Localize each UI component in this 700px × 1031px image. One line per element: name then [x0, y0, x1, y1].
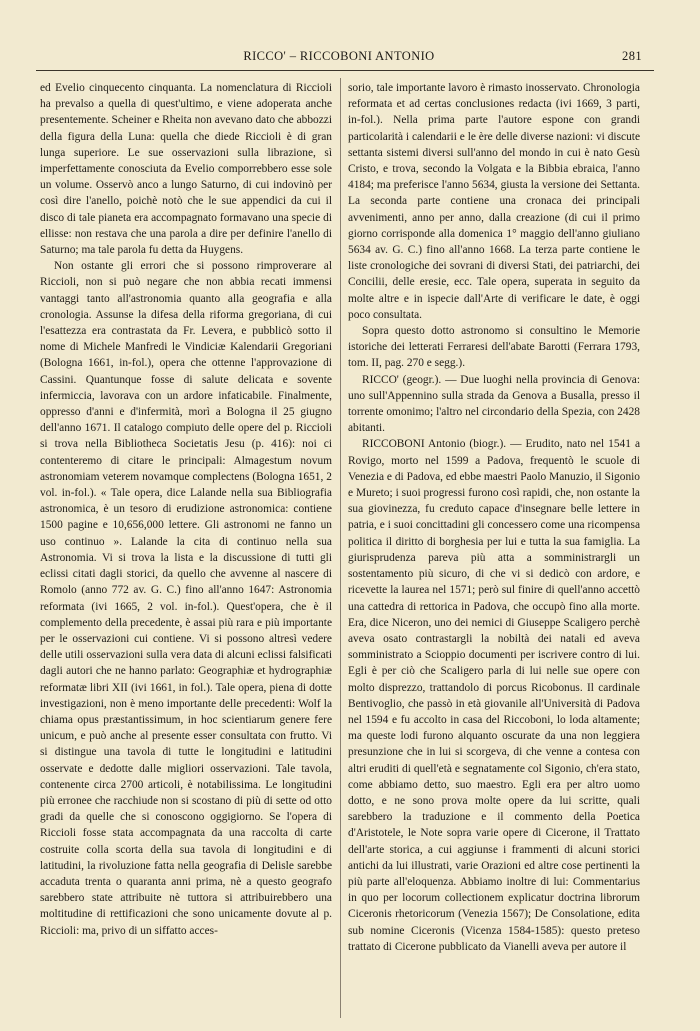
header-rule — [36, 70, 654, 71]
paragraph: sorio, tale importante lavoro è rimasto inosservato. Chronologia reformata et ad certas conclusiones redacta (ivi 1669, 3 parti, in-fol.). Nella prima parte l'autore espone con grandi particolarità i calendarii e le ère delle diverse nazioni: vi discute settanta sistemi diversi sull'anno del mondo in cui è nato Gesù Cristo, e trova, secondo la Volgata e la Bibbia ebraica, l'anno 4184; ma preferisce l'anno 5634, giusta la versione dei Settanta. La seconda parte contiene una cronaca dei principali avvenimenti, anno per anno, dalla creazione (di cui il primo giorno corrisponde alla domenica 1° maggio dell'anno giuliano 5634 av. G. C.) fino all'anno 1668. La terza parte contiene le liste cronologiche dei sovrani di diversi Stati, dei patriarchi, dei Concilii, delle eresie, ecc. Tale opera, superata in seguito da molte altre e in ispecie dall'Arte di verificare le date, è oggi poco consultata. — [348, 82, 640, 321]
right-column — [348, 80, 640, 955]
left-column — [40, 80, 332, 939]
column-divider — [340, 78, 341, 1018]
paragraph: ed Evelio cinquecento cinquanta. La nomenclatura di Riccioli ha prevalso a quella di quest'ultimo, e viene adoperata anche presentemente. Scheiner e Rheita non avevano dato che abbozzi della figura della Luna: quella che diede Riccioli è di gran lunga superiore. Le sue osservazioni sulla librazione, sì imperfettamente conosciuta da Evelio comporrebbero esse sole un volume. Osservò anco a lungo Saturno, di cui indovinò per così dire l'anello, poichè notò che le sue appendici da cui il disco di tale pianeta era accompagnato formavano una specie di ellisse: non restava che una parola a dire per definire l'anello di Saturno; ma tale parola fu detta da Huygens. — [40, 82, 332, 257]
running-header — [36, 47, 642, 69]
entry-riccoboni: RICCOBONI Antonio (biogr.). — Erudito, nato nel 1541 a Rovigo, morto nel 1599 a Padova, frequentò le scuole di Venezia e di Padova, ed ebbe maestri Paolo Manuzio, il Sigonio e Mureto; i suoi progressi furono così rapidi, che, non ostante la sua giovinezza, fu creduto capace d'insegnare belle lettere in patria, e i suoi concittadini gli concessero come una ricompensa politica il diritto di borghesia per lui e tutta la sua famiglia. La giurisprudenza pareva più atta a somministrargli un sostentamento più sicuro, di che vi si dedicò con ardore, e ricevette la laurea nel 1571; però sul finire di quell'anno accettò una cattedra di rettorica in Padova, che occupò fino alla morte. Era, dice Niceron, uno dei nemici di Giuseppe Scaligero perchè aveva osato contrastargli la nobiltà dei natali ed aveva somministrato a Scioppio documenti per iscrivere contro di lui. Egli è per ciò che Scaligero parla di lui nelle sue opere con molto disprezzo, trattandolo di porcus Ricobonus. Il cardinale Bentivoglio, che passò in età giovanile all'Università di Padova nel 1594 e fu accolto in casa del Riccoboni, lo loda altamente; ma queste lodi furono alquanto oscurate da una non leggiera presunzione che in lui si scorgeva, di che venne a contesa con altri eruditi di quell'età e segnatamente col Sigonio, ch'era stato, come abbiamo detto, suo maestro. Egli era per altro uomo dotto, e ne sono prova molte opere da lui scritte, quali sarebbero la traduzione e il commento della Poetica d'Aristotele, le Note sopra varie opere di Cicerone, il Trattato dell'arte storica, a cui aggiunse i frammenti di alcuni storici antichi da lui illustrati, varie Orazioni ed altre cose pertinenti la più parte all'eloquenza. Abbiamo inoltre di lui: Commentarius in quo per locorum collectionem explicatur doctrina librorum Ciceronis rhetoricorum (Venezia 1567); De Consolatione, edita sub nomine Ciceronis (Vicenza 1584-1585): questo preteso trattato di Cicerone pubblicato da Vianelli aveva per autore il — [348, 438, 640, 953]
paragraph: Sopra questo dotto astronomo si consultino le Memorie istoriche dei letterati Ferraresi dell'abate Barotti (Ferrara 1793, tom. II, pag. 270 e segg.). — [348, 325, 640, 370]
running-head-title: RICCO' – RICCOBONI ANTONIO — [243, 49, 435, 63]
paragraph: Non ostante gli errori che si possono rimproverare al Riccioli, non si può negare che non abbia recati immensi vantaggi tanto all'astronomia quanto alla geografia e alla cronologia. Assunse la difesa della riforma gregoriana, di cui l'esattezza era contrastata da Fr. Levera, e pubblicò sotto il nome di Michele Manfredi le Vindiciæ Kalendarii Gregoriani (Bologna 1661, in-fol.), opera che ottenne l'approvazione di Cassini. Quantunque fosse di salute delicata e sovente infermiccia, lavorava con un ardore infaticabile. Finalmente, oppresso d'anni e d'infermità, morì a Bologna il 25 giugno dell'anno 1671. Il catalogo compiuto delle opere del p. Riccioli si trova nella Bibliotheca Societatis Jesu (p. 416): noi ci contenteremo di citare le principali: Almagestum novum astronomiam veterem novamque complectens (Bologna 1651, 2 vol. in-fol.). « Tale opera, dice Lalande nella sua Bibliografia astronomica, è un tesoro di erudizione astronomica: contiene 1500 pagine e 10,656,000 lettere. Gli astronomi ne fanno un uso continuo ». Lalande la cita di continuo nella sua Astronomia. Vi si trova la lista e la discussione di tutti gli eclissi citati dagli storici, da quello che avvenne al nascere di Romolo (anno 772 av. G. C.) fino all'anno 1647: Astronomia reformata (ivi 1665, 2 vol. in-fol.). Quest'opera, che è il complemento della precedente, è assai più rara e più importante per le osservazioni cui contiene. Vi si possono altresì vedere delle utili osservazioni sulla vera data di alcuni eclissi falsificati dagli autori che ne hanno parlato: Geographiæ et hydrographiæ reformatæ libri XII (ivi 1661, in fol.). Tale opera, piena di dotte investigazioni, non è meno importante delle precedenti: Wolf la chiama opus præstantissimum, in hoc scientiarum genere fere unicum, e può anche al presente esser consultata con frutto. Vi si distingue una tavola di tutte le longitudini e latitudini osservate e dedotte dalle migliori osservazioni. Tale tavola, contenente circa 2700 articoli, è notabilissima. Le longitudini più erronee che racchiude non si scostano di più di sette od otto gradi da quelle che si conoscono oggigiorno. Se l'opera di Riccioli fosse stata accompagnata da una raccolta di carte costruite colla scorta della sua tavola di longitudini e di latitudini, la rivoluzione fatta nella geografia di Delisle sarebbe accaduta trenta o quaranta anni prima, nè a questo geografo sarebbero state attribuite nè tuttora si attribuirebbero una moltitudine di rettificazioni che sono unicamente dovute al p. Riccioli: ma, privo di un siffatto acces- — [40, 260, 332, 937]
page-number: 281 — [622, 49, 642, 63]
entry-ricco: RICCO' (geogr.). — Due luoghi nella provincia di Genova: uno sull'Appennino sulla strada da Genova a Busalla, presso il torrente omonimo; l'altro nel circondario della Spezia, con 2428 abitanti. — [348, 373, 640, 435]
